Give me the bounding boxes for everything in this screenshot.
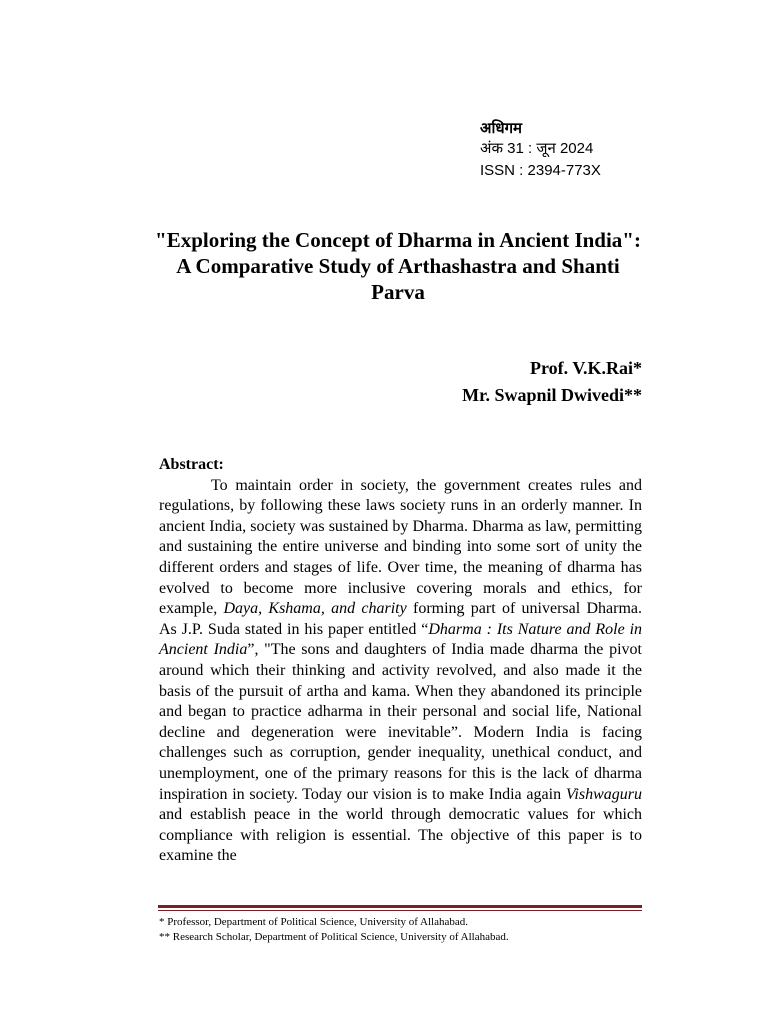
footnote-divider-thick — [158, 905, 642, 908]
journal-info — [480, 118, 601, 182]
abstract-text-3: ”, "The sons and daughters of India made dharma the pivot around which their thinking and activity revolved, and also made it the basis of the pursuit of artha and kama. When they abandoned its principle and began to practice adharma in their personal and social life, National decline and degeneration were inevitable”. Modern India is facing challenges such as corruption, gender inequality, unethical conduct, and unemployment, one of the primary reasons for this is the lack of dharma inspiration in society. Today our vision is to make India again — [159, 641, 643, 803]
footnote-divider-thin — [158, 910, 642, 911]
journal-issn: ISSN : 2394-773X — [480, 162, 601, 179]
abstract-text-2: forming part of universal Dharma. As J.P. Suda stated in his paper entitled “ — [159, 600, 642, 638]
author-2: Mr. Swapnil Dwivedi** — [462, 385, 642, 405]
abstract-heading: Abstract: — [159, 456, 224, 473]
journal-issue: अंक 31 : जून 2024 — [480, 140, 594, 157]
author-list — [462, 355, 642, 409]
footnote-1: * Professor, Department of Political Science, University of Allahabad. — [159, 916, 469, 928]
journal-name: अधिगम — [480, 119, 522, 137]
abstract-section — [159, 455, 642, 867]
abstract-text-4: and establish peace in the world through democratic values for which compliance with religion is essential. The objective of this paper is to examine the — [159, 806, 642, 865]
abstract-text-1: To maintain order in society, the government creates rules and regulations, by following these laws society runs in an orderly manner. In ancient India, society was sustained by Dharma. Dharma as law, permitting and sustaining the entire universe and binding into some sort of unity the different orders and stages of life. Over time, the meaning of dharma has evolved to become more inclusive covering morals and ethics, for example, — [159, 476, 642, 618]
abstract-body — [159, 476, 642, 867]
abstract-emphasis-1: Daya, Kshama, and charity — [223, 600, 407, 618]
footnote-2: ** Research Scholar, Department of Political Science, University of Allahabad. — [159, 930, 509, 943]
article-title: "Exploring the Concept of Dharma in Ancient India": A Comparative Study of Arthashastra and Shanti Parva — [155, 228, 641, 304]
abstract-emphasis-3: Vishwaguru — [565, 785, 642, 803]
author-1: Prof. V.K.Rai* — [529, 358, 642, 378]
abstract-emphasis-2: Dharma : Its Nature and Role in Ancient India — [159, 620, 643, 659]
footnotes — [159, 915, 509, 944]
